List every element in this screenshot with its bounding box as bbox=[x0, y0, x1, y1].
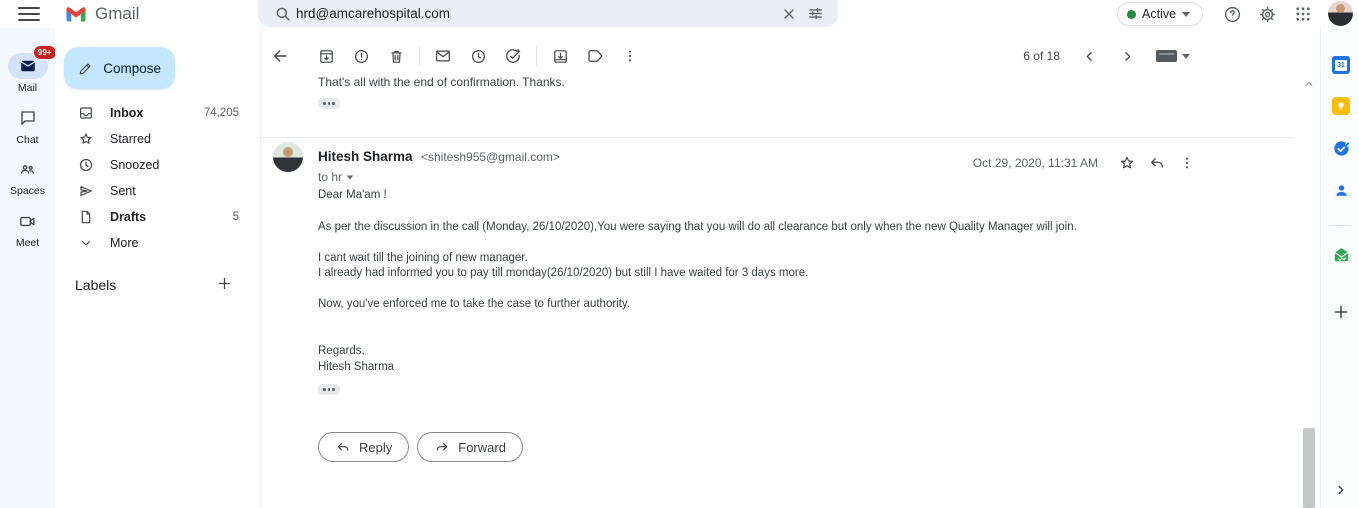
star-icon bbox=[78, 131, 94, 147]
create-label-icon[interactable] bbox=[216, 275, 233, 295]
tasks-icon[interactable] bbox=[1331, 138, 1351, 158]
labels-header: Labels bbox=[75, 277, 117, 293]
sender-avatar bbox=[273, 142, 303, 172]
chat-status-selector[interactable] bbox=[1117, 2, 1203, 26]
star-message-icon[interactable] bbox=[1112, 148, 1142, 178]
newer-chevron-left-icon[interactable] bbox=[1074, 41, 1104, 71]
rail-label-meet: Meet bbox=[15, 237, 40, 249]
sent-icon bbox=[78, 183, 94, 199]
status-label: Active bbox=[1142, 7, 1177, 21]
chat-pill bbox=[8, 105, 48, 131]
body-line: As per the discussion in the call (Monday, 26/10/2020),You were saying that you will do all clearance but only when the new Quality Manager will join. bbox=[318, 221, 1077, 233]
pagination bbox=[1023, 38, 1190, 74]
search-icon[interactable] bbox=[270, 1, 296, 27]
rail-item-chat[interactable] bbox=[0, 105, 55, 146]
contacts-icon[interactable] bbox=[1331, 180, 1351, 200]
search-input[interactable] bbox=[296, 6, 776, 21]
sender-email: <shitesh955@gmail.com> bbox=[421, 150, 560, 164]
message-divider bbox=[261, 137, 1293, 138]
message-header bbox=[318, 148, 560, 184]
google-apps-grid-icon[interactable] bbox=[1290, 1, 1316, 27]
search-options-icon[interactable] bbox=[802, 1, 828, 27]
compose-pencil-icon bbox=[78, 60, 93, 77]
reply-arrow-icon bbox=[335, 439, 351, 455]
gmail-m-icon bbox=[64, 4, 88, 24]
forward-label: Forward bbox=[458, 439, 506, 455]
main-menu-icon[interactable] bbox=[18, 4, 40, 24]
scrollbar-thumb[interactable] bbox=[1303, 428, 1315, 508]
inbox-icon bbox=[78, 105, 94, 121]
meet-pill bbox=[8, 208, 48, 234]
labels-section bbox=[75, 275, 251, 295]
body-line: I already had informed you to pay till monday(26/10/2020) but still I have waited for 3 days more. bbox=[318, 267, 809, 279]
message-meta bbox=[973, 148, 1202, 178]
show-details-chevron-icon[interactable] bbox=[346, 175, 354, 180]
message-actions bbox=[318, 432, 523, 462]
reply-button[interactable] bbox=[318, 432, 409, 462]
calendar-icon[interactable] bbox=[1331, 55, 1351, 75]
drafts-count: 5 bbox=[232, 211, 239, 223]
inbox-count: 74,205 bbox=[203, 107, 239, 119]
body-line: Now, you've enforced me to take the case to further authority. bbox=[318, 298, 631, 310]
search-bar bbox=[258, 0, 838, 27]
clear-search-icon[interactable] bbox=[776, 1, 802, 27]
sidebar-label-more: More bbox=[110, 236, 139, 250]
compose-label: Compose bbox=[103, 60, 161, 76]
sidebar-label-snoozed: Snoozed bbox=[110, 158, 160, 172]
sidebar-item-drafts[interactable] bbox=[63, 204, 251, 230]
addon-icon[interactable] bbox=[1331, 244, 1351, 264]
rail-label-mail: Mail bbox=[17, 82, 38, 94]
scroll-up-icon[interactable] bbox=[1302, 76, 1316, 92]
keyboard-icon bbox=[1156, 50, 1177, 62]
recipient-line: to hr bbox=[318, 170, 343, 184]
side-panel-divider bbox=[1329, 225, 1351, 226]
mail-icon bbox=[19, 57, 37, 75]
rail-item-meet[interactable] bbox=[0, 208, 55, 249]
toolbar-divider bbox=[536, 46, 537, 66]
active-status-dot bbox=[1127, 10, 1136, 19]
labels-icon[interactable] bbox=[580, 41, 610, 71]
archive-icon[interactable] bbox=[311, 41, 341, 71]
more-options-icon[interactable] bbox=[615, 41, 645, 71]
mail-pill bbox=[8, 48, 52, 79]
show-trimmed-content-icon[interactable] bbox=[318, 98, 340, 109]
show-trimmed-content-icon[interactable] bbox=[318, 384, 340, 395]
chevron-down-icon bbox=[1182, 12, 1190, 17]
chat-icon bbox=[19, 109, 37, 127]
sidebar-item-inbox[interactable] bbox=[63, 100, 251, 126]
compose-button[interactable] bbox=[64, 47, 175, 89]
message-more-icon[interactable] bbox=[1172, 148, 1202, 178]
message-body bbox=[318, 188, 1278, 375]
spaces-pill bbox=[8, 156, 48, 182]
sidebar-label-starred: Starred bbox=[110, 132, 151, 146]
rail-item-mail[interactable] bbox=[0, 48, 55, 94]
body-line: I cant wait till the joining of new manager. bbox=[318, 252, 528, 264]
body-line: Dear Ma'am ! bbox=[318, 189, 387, 201]
support-icon[interactable] bbox=[1219, 1, 1245, 27]
pagination-count: 6 of 18 bbox=[1023, 49, 1060, 63]
sidebar-label-sent: Sent bbox=[110, 184, 136, 198]
rail-label-spaces: Spaces bbox=[9, 185, 46, 197]
move-to-icon[interactable] bbox=[545, 41, 575, 71]
body-line: Regards, bbox=[318, 345, 365, 357]
delete-icon[interactable] bbox=[381, 41, 411, 71]
mark-unread-icon[interactable] bbox=[428, 41, 458, 71]
sidebar-item-sent[interactable] bbox=[63, 178, 251, 204]
body-line: Hitesh Sharma bbox=[318, 361, 395, 373]
previous-message-snippet: That's all with the end of confirmation. Thanks. bbox=[318, 75, 565, 89]
message-view bbox=[260, 28, 1300, 508]
gmail-logo[interactable] bbox=[64, 1, 139, 27]
sidebar-item-starred[interactable] bbox=[63, 126, 251, 152]
sidebar-item-more[interactable] bbox=[63, 230, 251, 256]
report-spam-icon[interactable] bbox=[346, 41, 376, 71]
reply-icon[interactable] bbox=[1142, 148, 1172, 178]
sidebar-item-snoozed[interactable] bbox=[63, 152, 251, 178]
rail-label-chat: Chat bbox=[16, 134, 39, 146]
side-panel bbox=[1320, 28, 1359, 508]
older-chevron-right-icon[interactable] bbox=[1112, 41, 1142, 71]
chevron-down-icon bbox=[1182, 54, 1190, 59]
gmail-logo-text: Gmail bbox=[95, 4, 140, 23]
forward-arrow-icon bbox=[434, 439, 450, 455]
drafts-icon bbox=[78, 209, 94, 225]
sidebar-label-drafts: Drafts bbox=[110, 210, 147, 224]
add-to-tasks-icon[interactable] bbox=[498, 41, 528, 71]
rail-item-spaces[interactable] bbox=[0, 156, 55, 197]
profile-avatar[interactable] bbox=[1328, 1, 1353, 26]
input-tools-selector[interactable] bbox=[1156, 50, 1190, 62]
top-header bbox=[0, 0, 1359, 28]
unread-badge: 99+ bbox=[33, 45, 57, 60]
get-addons-plus-icon[interactable] bbox=[1331, 302, 1351, 322]
meet-icon bbox=[18, 212, 37, 231]
spaces-icon bbox=[18, 160, 37, 179]
calendar-date-label: 31 bbox=[1335, 60, 1347, 71]
app-rail bbox=[0, 28, 55, 508]
vertical-scrollbar bbox=[1302, 28, 1316, 508]
toolbar-divider bbox=[419, 46, 420, 66]
mail-sidebar bbox=[55, 28, 259, 508]
chevron-down-icon bbox=[78, 235, 94, 251]
keep-icon[interactable] bbox=[1331, 96, 1351, 116]
reply-label: Reply bbox=[359, 439, 393, 455]
message-date: Oct 29, 2020, 11:31 AM bbox=[972, 156, 1098, 170]
settings-gear-icon[interactable] bbox=[1254, 1, 1280, 27]
sender-name: Hitesh Sharma bbox=[318, 149, 413, 164]
back-icon[interactable] bbox=[265, 41, 295, 71]
sidebar-label-inbox: Inbox bbox=[110, 106, 144, 120]
snoozed-clock-icon bbox=[78, 157, 94, 173]
forward-button[interactable] bbox=[417, 432, 523, 462]
show-side-panel-chevron-icon[interactable] bbox=[1331, 480, 1351, 500]
snooze-icon[interactable] bbox=[463, 41, 493, 71]
